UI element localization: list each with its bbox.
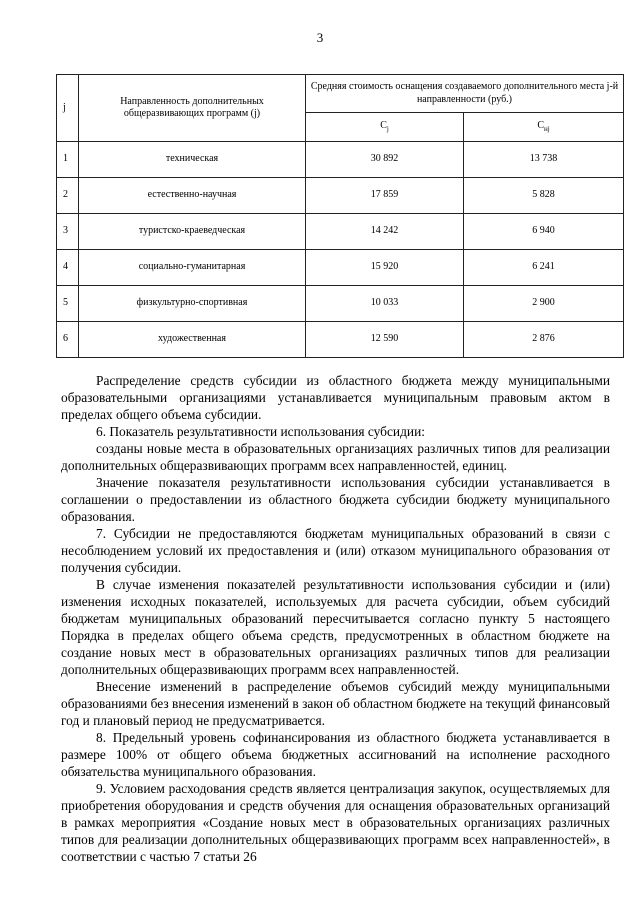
table-row	[57, 142, 624, 178]
header-cni-base: C	[537, 120, 544, 132]
paragraph: В случае изменения показателей результативности использования субсидии и (или) изменения исходных показателей, используемых для расчета субсидии, объем субсидий бюджетам муниципальных образований пересчитывается согласно пункту 5 настоящего Порядка в пределах общего объема средств, предусмотренных в областном бюджете на создание новых мест в образовательных организациях различных типов для реализации дополнительных общеразвивающих программ всех направленностей.	[61, 577, 610, 677]
cell-ci: 15 920	[306, 250, 464, 286]
cell-ci: 12 590	[306, 322, 464, 358]
table-row	[57, 214, 624, 250]
header-direction: Направленность дополнительных общеразвивающих программ (j)	[79, 75, 306, 142]
table-header-row	[57, 75, 624, 113]
cell-j: 5	[57, 286, 79, 322]
paragraph: Распределение средств субсидии из областного бюджета между муниципальными образовательными организациями устанавливается муниципальным правовым актом в пределах общего объема субсидии.	[61, 373, 610, 422]
paragraph: созданы новые места в образовательных организациях различных типов для реализации дополнительных общеразвивающих программ всех направленностей, единиц.	[61, 441, 610, 473]
header-j: j	[57, 75, 79, 142]
paragraph: Внесение изменений в распределение объемов субсидий между муниципальными образованиями без внесения изменений в закон об областном бюджете на текущий финансовый год и плановый период не предусматривается.	[61, 679, 610, 728]
table-row	[57, 322, 624, 358]
cell-j: 6	[57, 322, 79, 358]
cell-ci: 30 892	[306, 142, 464, 178]
cell-j: 2	[57, 178, 79, 214]
paragraph: 6. Показатель результативности использования субсидии:	[96, 424, 425, 439]
cell-cni: 5 828	[464, 178, 624, 214]
cell-ci: 17 859	[306, 178, 464, 214]
paragraph: Значение показателя результативности использования субсидии устанавливается в соглашении о предоставлении из областного бюджета субсидии бюджету муниципального образования.	[61, 475, 610, 524]
subsidy-cost-table	[56, 74, 624, 358]
header-cni-sub: нj	[543, 125, 550, 134]
cell-j: 1	[57, 142, 79, 178]
table-row	[57, 286, 624, 322]
paragraph: 8. Предельный уровень софинансирования из областного бюджета устанавливается в размере 100% от общего объема бюджетных ассигнований на исполнение расходного обязательства муниципального образования.	[61, 730, 610, 779]
header-cni	[464, 113, 624, 142]
header-cost-group: Средняя стоимость оснащения создаваемого дополнительного места j-й направленности (руб.)	[306, 75, 624, 113]
cell-direction: техническая	[79, 142, 306, 178]
cell-j: 3	[57, 214, 79, 250]
header-ci	[306, 113, 464, 142]
page-number: 3	[316, 30, 324, 45]
cell-cni: 2 876	[464, 322, 624, 358]
body-text	[61, 372, 610, 865]
table-row	[57, 250, 624, 286]
cell-ci: 14 242	[306, 214, 464, 250]
paragraph: 7. Субсидии не предоставляются бюджетам муниципальных образований в связи с несоблюдением условий их предоставления и (или) отказом муниципального образования от получения субсидии.	[61, 526, 610, 575]
header-ci-sub: j	[386, 125, 389, 134]
cell-cni: 6 940	[464, 214, 624, 250]
cell-cni: 6 241	[464, 250, 624, 286]
cell-cni: 13 738	[464, 142, 624, 178]
table-row	[57, 178, 624, 214]
paragraph: 9. Условием расходования средств является централизация закупок, осуществляемых для приобретения оборудования и средств обучения для оснащения образовательных организаций в рамках мероприятия «Создание новых мест в образовательных организациях различных типов для реализации дополнительных общеразвивающих программ всех направленностей», в соответствии с частью 7 статьи 26	[61, 781, 610, 864]
cell-cni: 2 900	[464, 286, 624, 322]
header-ci-base: C	[380, 120, 387, 132]
cell-direction: естественно-научная	[79, 178, 306, 214]
cell-direction: физкультурно-спортивная	[79, 286, 306, 322]
cell-j: 4	[57, 250, 79, 286]
cell-ci: 10 033	[306, 286, 464, 322]
cell-direction: туристско-краеведческая	[79, 214, 306, 250]
cell-direction: социально-гуманитарная	[79, 250, 306, 286]
cell-direction: художественная	[79, 322, 306, 358]
